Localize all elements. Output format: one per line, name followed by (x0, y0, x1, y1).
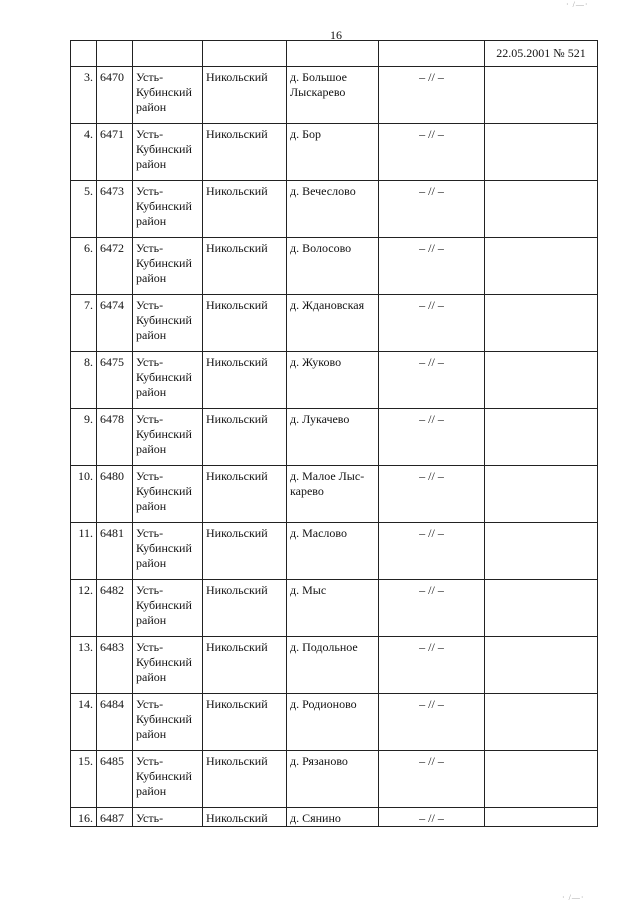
settlement-code: 6482 (97, 580, 133, 637)
settlement-code: 6473 (97, 181, 133, 238)
table-row (71, 694, 598, 751)
council-name: Никольский (203, 580, 287, 637)
status-mark: – // – (379, 352, 485, 409)
note-cell (485, 751, 598, 808)
council-name: Никольский (203, 751, 287, 808)
row-number: 14. (71, 694, 97, 751)
status-mark: – // – (379, 466, 485, 523)
settlements-table (70, 40, 598, 827)
settlement-name: д. Ждановская (287, 295, 379, 352)
district-name: Усть-Кубинский район (133, 352, 203, 409)
table-row (71, 637, 598, 694)
settlement-code: 6487 (97, 808, 133, 827)
settlement-name: д. Большое Лыскарево (287, 67, 379, 124)
header-cell-district (133, 41, 203, 67)
council-name: Никольский (203, 238, 287, 295)
note-cell (485, 637, 598, 694)
council-name: Никольский (203, 808, 287, 827)
settlement-code: 6485 (97, 751, 133, 808)
note-cell (485, 238, 598, 295)
status-mark: – // – (379, 67, 485, 124)
row-number: 8. (71, 352, 97, 409)
row-number: 7. (71, 295, 97, 352)
status-mark: – // – (379, 580, 485, 637)
settlement-name: д. Маслово (287, 523, 379, 580)
note-cell (485, 694, 598, 751)
settlement-name: д. Сянино (287, 808, 379, 827)
district-name: Усть-Кубинский район (133, 523, 203, 580)
table-row (71, 295, 598, 352)
header-cell-settlement (287, 41, 379, 67)
status-mark: – // – (379, 637, 485, 694)
header-cell-code (97, 41, 133, 67)
status-mark: – // – (379, 238, 485, 295)
settlement-code: 6478 (97, 409, 133, 466)
header-cell-council (203, 41, 287, 67)
table-row (71, 466, 598, 523)
table-row (71, 124, 598, 181)
district-name: Усть-Кубинский район (133, 751, 203, 808)
note-cell (485, 523, 598, 580)
table-row (71, 523, 598, 580)
settlement-code: 6480 (97, 466, 133, 523)
settlement-code: 6472 (97, 238, 133, 295)
row-number: 13. (71, 637, 97, 694)
row-number: 6. (71, 238, 97, 295)
district-name: Усть-Кубинский район (133, 637, 203, 694)
status-mark: – // – (379, 295, 485, 352)
row-number: 10. (71, 466, 97, 523)
council-name: Никольский (203, 466, 287, 523)
settlement-name: д. Мыс (287, 580, 379, 637)
settlement-name: д. Родионово (287, 694, 379, 751)
row-number: 5. (71, 181, 97, 238)
settlement-name: д. Рязаново (287, 751, 379, 808)
council-name: Никольский (203, 181, 287, 238)
settlement-name: д. Бор (287, 124, 379, 181)
settlement-name: д. Подольное (287, 637, 379, 694)
scan-mark-bottom: · /—· (562, 893, 585, 902)
council-name: Никольский (203, 409, 287, 466)
settlement-name: д. Малое Лыс-карево (287, 466, 379, 523)
header-cell-status (379, 41, 485, 67)
status-mark: – // – (379, 694, 485, 751)
district-name: Усть-Кубинский район (133, 238, 203, 295)
status-mark: – // – (379, 181, 485, 238)
settlement-name: д. Вечеслово (287, 181, 379, 238)
row-number: 12. (71, 580, 97, 637)
district-name: Усть-Кубинский район (133, 466, 203, 523)
table-row (71, 181, 598, 238)
header-row (71, 41, 598, 67)
settlement-code: 6470 (97, 67, 133, 124)
district-name: Усть-Кубинский район (133, 409, 203, 466)
status-mark: – // – (379, 751, 485, 808)
settlement-name: д. Лукачево (287, 409, 379, 466)
document-reference: 22.05.2001 № 521 (485, 41, 598, 67)
note-cell (485, 124, 598, 181)
row-number: 3. (71, 67, 97, 124)
settlement-name: д. Жуково (287, 352, 379, 409)
status-mark: – // – (379, 523, 485, 580)
settlement-code: 6483 (97, 637, 133, 694)
table-row (71, 409, 598, 466)
row-number: 15. (71, 751, 97, 808)
district-name: Усть-Кубинский район (133, 580, 203, 637)
settlement-code: 6474 (97, 295, 133, 352)
page-number: 16 (330, 28, 342, 42)
note-cell (485, 808, 598, 827)
status-mark: – // – (379, 124, 485, 181)
settlement-name: д. Волосово (287, 238, 379, 295)
district-name: Усть-Кубинский район (133, 694, 203, 751)
table-row (71, 67, 598, 124)
status-mark: – // – (379, 808, 485, 827)
row-number: 4. (71, 124, 97, 181)
district-name: Усть-Кубинский район (133, 67, 203, 124)
table-row (71, 238, 598, 295)
council-name: Никольский (203, 637, 287, 694)
council-name: Никольский (203, 352, 287, 409)
council-name: Никольский (203, 694, 287, 751)
header-cell-number (71, 41, 97, 67)
district-name: Усть-Кубинский район (133, 124, 203, 181)
note-cell (485, 580, 598, 637)
note-cell (485, 352, 598, 409)
row-number: 16. (71, 808, 97, 827)
note-cell (485, 67, 598, 124)
district-name: Усть- (133, 808, 203, 827)
note-cell (485, 466, 598, 523)
table-row (71, 808, 598, 827)
row-number: 11. (71, 523, 97, 580)
settlement-code: 6481 (97, 523, 133, 580)
table-row (71, 580, 598, 637)
council-name: Никольский (203, 124, 287, 181)
settlement-code: 6471 (97, 124, 133, 181)
council-name: Никольский (203, 67, 287, 124)
district-name: Усть-Кубинский район (133, 181, 203, 238)
settlement-code: 6484 (97, 694, 133, 751)
scan-mark-top: · /—· (566, 0, 589, 9)
table-row (71, 751, 598, 808)
council-name: Никольский (203, 523, 287, 580)
status-mark: – // – (379, 409, 485, 466)
council-name: Никольский (203, 295, 287, 352)
table-body (71, 41, 598, 827)
note-cell (485, 181, 598, 238)
row-number: 9. (71, 409, 97, 466)
table-row (71, 352, 598, 409)
district-name: Усть-Кубинский район (133, 295, 203, 352)
settlement-code: 6475 (97, 352, 133, 409)
note-cell (485, 409, 598, 466)
note-cell (485, 295, 598, 352)
